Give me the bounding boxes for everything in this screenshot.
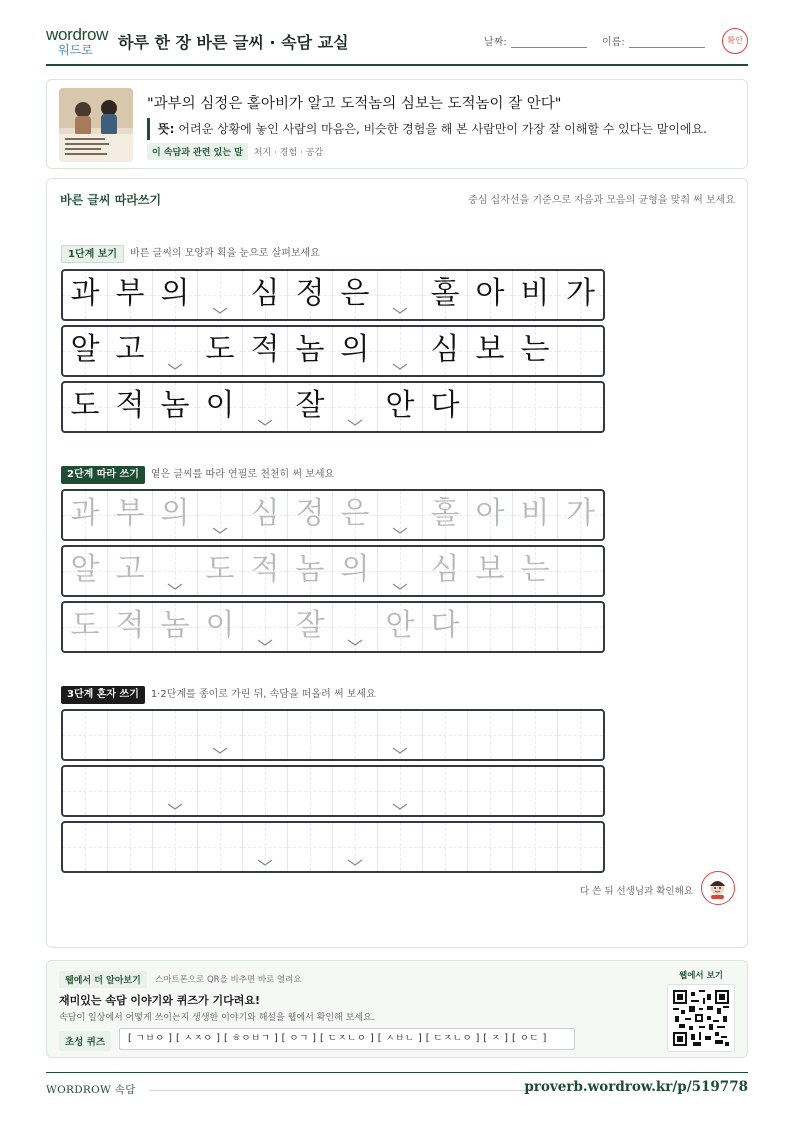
grid-cell[interactable] [423, 823, 468, 871]
grid-cell [243, 271, 288, 319]
grid-cell[interactable] [333, 767, 378, 815]
step3-desc: 1·2단계를 종이로 가린 뒤, 속담을 떠올려 써 보세요 [150, 689, 376, 700]
grid-cell[interactable] [108, 603, 153, 651]
grid-cell[interactable] [288, 711, 333, 759]
space-mark-icon [211, 527, 229, 535]
grid-cell [153, 327, 198, 375]
glyph [431, 772, 460, 807]
grid-cell [108, 271, 153, 319]
step3-writing-row[interactable] [61, 709, 605, 761]
grid-cell [63, 327, 108, 375]
glyph: 부 [115, 276, 145, 311]
glyph: 홀 [430, 276, 460, 311]
grid-cell [333, 271, 378, 319]
glyph: 적 [250, 552, 280, 587]
glyph: 도 [70, 608, 100, 643]
glyph: 정 [295, 496, 325, 531]
glyph: 고 [115, 332, 145, 367]
step3-header [61, 686, 376, 704]
name-label: 이름: [602, 37, 625, 48]
practice-hint: 중심 십자선을 기준으로 자음과 모음의 균형을 맞춰 써 보세요 [468, 195, 735, 206]
grid-cell[interactable] [333, 711, 378, 759]
step2-header [61, 466, 334, 484]
grid-cell[interactable] [513, 767, 558, 815]
proverb-meaning [147, 118, 707, 140]
grid-cell[interactable] [558, 711, 603, 759]
space-mark-icon [391, 803, 409, 811]
grid-cell [288, 271, 333, 319]
space-mark-icon [391, 747, 409, 755]
space-mark-icon [391, 307, 409, 315]
glyph [521, 716, 550, 751]
glyph [296, 716, 325, 751]
glyph: 이 [205, 388, 235, 423]
grid-cell[interactable] [468, 823, 513, 871]
space-mark-icon [256, 419, 274, 427]
space-mark-icon [166, 803, 184, 811]
glyph: 적 [250, 332, 280, 367]
space-mark-icon [346, 419, 364, 427]
glyph: 고 [115, 552, 145, 587]
grid-cell [423, 327, 468, 375]
grid-cell [468, 327, 513, 375]
glyph: 알 [70, 552, 100, 587]
glyph [116, 716, 145, 751]
qr-code-icon[interactable] [667, 984, 735, 1052]
glyph: 놈 [295, 332, 325, 367]
grid-cell [198, 271, 243, 319]
practice-title: 바른 글씨 따라쓰기 [60, 193, 162, 207]
grid-cell[interactable] [153, 603, 198, 651]
proverb-card [46, 79, 748, 169]
grid-cell [513, 327, 558, 375]
grid-cell[interactable] [63, 711, 108, 759]
grid-cell [423, 383, 468, 431]
grid-cell[interactable] [468, 547, 513, 595]
grid-cell[interactable] [288, 823, 333, 871]
glyph [431, 828, 460, 863]
space-mark-icon [346, 639, 364, 647]
date-field[interactable] [484, 33, 587, 48]
glyph: 보 [475, 552, 505, 587]
glyph: 의 [340, 552, 370, 587]
chosung-quiz: [ ㄱㅂㅇ ] [ ㅅㅈㅇ ] [ ㅎㅇㅂㄱ ] [ ㅇㄱ ] [ ㄷㅈㄴㅇ ] [ ㅅㅂㄴ ] [ ㄷㅈㄴㅇ ] [ ㅈ ] [ ㅇㄷ ] [119, 1028, 575, 1050]
grid-cell [378, 383, 423, 431]
glyph: 비 [520, 276, 550, 311]
grid-cell[interactable] [513, 603, 558, 651]
web-headline: 재미있는 속담 이야기와 퀴즈가 기다려요! [59, 994, 260, 1007]
grid-cell[interactable] [513, 547, 558, 595]
logo-text-en: wordrow [46, 25, 109, 44]
logo-text-ko: 워드로 [58, 43, 93, 57]
glyph: 놈 [160, 388, 190, 423]
glyph [296, 772, 325, 807]
page-header [46, 22, 748, 66]
glyph: 심 [250, 496, 280, 531]
related-label: 이 속담과 관련 있는 말 [147, 143, 248, 160]
space-mark-icon [256, 639, 274, 647]
grid-cell[interactable] [423, 547, 468, 595]
grid-cell [288, 327, 333, 375]
grid-cell[interactable] [333, 491, 378, 539]
glyph: 부 [115, 496, 145, 531]
glyph: 가 [566, 496, 595, 531]
grid-cell [63, 271, 108, 319]
grid-cell [558, 327, 603, 375]
grid-cell [243, 327, 288, 375]
grid-cell[interactable] [243, 547, 288, 595]
grid-cell [378, 271, 423, 319]
web-tag: 웹에서 더 알아보기 [59, 971, 147, 988]
grid-cell[interactable] [108, 491, 153, 539]
step1-writing-row [61, 381, 605, 433]
space-mark-icon [256, 859, 274, 867]
grid-cell[interactable] [153, 491, 198, 539]
grid-cell[interactable] [243, 603, 288, 651]
glyph: 도 [70, 388, 100, 423]
glyph: 잘 [295, 388, 325, 423]
grid-cell[interactable] [108, 823, 153, 871]
grid-cell[interactable] [558, 547, 603, 595]
step2-writing-row[interactable] [61, 601, 605, 653]
grid-cell[interactable] [378, 547, 423, 595]
grid-cell[interactable] [378, 767, 423, 815]
glyph: 안 [385, 388, 415, 423]
grid-cell[interactable] [423, 711, 468, 759]
step1-desc: 바른 글씨의 모양과 획을 눈으로 살펴보세요 [130, 248, 320, 259]
grid-cell[interactable] [288, 491, 333, 539]
step3-badge: 3단계 혼자 쓰기 [61, 686, 145, 704]
step1-writing-row [61, 269, 605, 321]
grid-cell[interactable] [198, 711, 243, 759]
web-subtext: 속담이 일상에서 어떻게 쓰이는지 생생한 이야기와 해설을 웹에서 확인해 보세요. [59, 1013, 375, 1023]
qr-title: 웹에서 보기 [678, 971, 723, 981]
related-keywords: 처지 · 경험 · 공감 [253, 148, 324, 158]
glyph [296, 828, 325, 863]
grid-cell[interactable] [423, 603, 468, 651]
space-mark-icon [391, 527, 409, 535]
glyph: 과 [70, 496, 100, 531]
grid-cell[interactable] [558, 767, 603, 815]
glyph: 아 [475, 276, 505, 311]
glyph [71, 716, 100, 751]
grid-cell [513, 383, 558, 431]
grid-cell[interactable] [288, 603, 333, 651]
grid-cell[interactable] [63, 823, 108, 871]
space-mark-icon [391, 583, 409, 591]
glyph [251, 772, 280, 807]
step2-badge: 2단계 따라 쓰기 [61, 466, 145, 484]
grid-cell[interactable] [63, 491, 108, 539]
space-mark-icon [346, 859, 364, 867]
web-promo-box [46, 960, 748, 1058]
glyph [566, 716, 595, 751]
finish-note: 다 쓴 뒤 선생님과 확인해요 [579, 886, 693, 897]
grid-cell [378, 327, 423, 375]
glyph: 의 [160, 496, 190, 531]
glyph [71, 772, 100, 807]
proverb-text: "과부의 심정은 홀아비가 알고 도적놈의 심보는 도적놈이 잘 안다" [147, 96, 562, 112]
grid-cell [198, 327, 243, 375]
glyph: 정 [295, 276, 325, 311]
glyph: 놈 [295, 552, 325, 587]
glyph: 알 [70, 332, 100, 367]
grid-cell[interactable] [243, 767, 288, 815]
name-line [629, 36, 705, 48]
grid-cell[interactable] [513, 491, 558, 539]
grid-cell[interactable] [153, 711, 198, 759]
grid-cell[interactable] [378, 603, 423, 651]
glyph [521, 772, 550, 807]
glyph: 적 [115, 608, 145, 643]
grid-cell [108, 383, 153, 431]
glyph: 의 [160, 276, 190, 311]
glyph [476, 772, 505, 807]
grid-cell [108, 327, 153, 375]
grid-cell [423, 271, 468, 319]
grid-cell[interactable] [423, 491, 468, 539]
quiz-label: 초성 퀴즈 [59, 1031, 111, 1051]
grid-cell[interactable] [513, 823, 558, 871]
glyph [431, 716, 460, 751]
footer-brand: WORDROW 속담 [46, 1084, 136, 1096]
grid-cell[interactable] [243, 711, 288, 759]
related-words [147, 143, 323, 160]
step1-badge: 1단계 보기 [61, 245, 124, 263]
step1-writing-row [61, 325, 605, 377]
glyph [116, 828, 145, 863]
space-mark-icon [211, 307, 229, 315]
proverb-illustration [59, 88, 133, 162]
glyph: 도 [205, 332, 235, 367]
page-title: 하루 한 장 바른 글씨 · 속담 교실 [118, 33, 349, 52]
grid-cell[interactable] [288, 547, 333, 595]
check-stamp-icon: 확인 [722, 28, 748, 54]
glyph: 과 [70, 276, 100, 311]
web-tag-desc: 스마트폰으로 QR을 비추면 바로 열려요 [155, 975, 302, 985]
glyph: 보 [475, 332, 505, 367]
grid-cell [153, 271, 198, 319]
grid-cell[interactable] [63, 767, 108, 815]
grid-cell[interactable] [468, 491, 513, 539]
name-field[interactable] [602, 33, 705, 48]
glyph: 아 [475, 496, 505, 531]
grid-cell[interactable] [198, 547, 243, 595]
space-mark-icon [391, 363, 409, 371]
grid-cell[interactable] [243, 491, 288, 539]
glyph [161, 828, 190, 863]
grid-cell[interactable] [63, 603, 108, 651]
grid-cell[interactable] [198, 767, 243, 815]
glyph [386, 828, 415, 863]
glyph: 잘 [295, 608, 325, 643]
footer-url[interactable]: proverb.wordrow.kr/p/519778 [524, 1079, 748, 1095]
step3-writing-row[interactable] [61, 821, 605, 873]
glyph [71, 828, 100, 863]
page-footer [46, 1072, 748, 1096]
grid-cell[interactable] [153, 823, 198, 871]
grid-cell[interactable] [198, 603, 243, 651]
glyph: 심 [430, 552, 460, 587]
date-line [511, 36, 587, 48]
glyph [206, 772, 235, 807]
grid-cell[interactable] [378, 823, 423, 871]
grid-cell [558, 383, 603, 431]
grid-cell[interactable] [378, 491, 423, 539]
grid-cell [513, 271, 558, 319]
glyph: 은 [340, 276, 370, 311]
glyph [161, 716, 190, 751]
glyph [206, 828, 235, 863]
grid-cell [558, 271, 603, 319]
grid-cell [333, 383, 378, 431]
grid-cell[interactable] [513, 711, 558, 759]
grid-cell [243, 383, 288, 431]
grid-cell[interactable] [243, 823, 288, 871]
glyph: 홀 [430, 496, 460, 531]
glyph: 가 [566, 276, 595, 311]
practice-section [46, 178, 748, 948]
step2-desc: 옅은 글씨를 따라 연필로 천천히 써 보세요 [150, 469, 335, 480]
footer-divider [150, 1090, 536, 1091]
grid-cell[interactable] [198, 491, 243, 539]
glyph: 놈 [160, 608, 190, 643]
teacher-stamp-icon [701, 871, 735, 905]
grid-cell[interactable] [558, 603, 603, 651]
wordrow-logo [46, 26, 108, 58]
grid-cell [198, 383, 243, 431]
grid-cell [63, 383, 108, 431]
grid-cell[interactable] [468, 767, 513, 815]
grid-cell[interactable] [153, 547, 198, 595]
grid-cell [153, 383, 198, 431]
glyph: 은 [340, 496, 370, 531]
glyph: 다 [430, 388, 460, 423]
meaning-text: 어려운 상황에 놓인 사람의 마음은, 비슷한 경험을 해 본 사람만이 가장 잘 이해할 수 있다는 말이에요. [178, 122, 707, 136]
grid-cell[interactable] [63, 547, 108, 595]
step1-header [61, 245, 320, 263]
space-mark-icon [166, 583, 184, 591]
meaning-label: 뜻: [158, 122, 175, 136]
glyph: 심 [250, 276, 280, 311]
glyph: 는 [520, 332, 550, 367]
grid-cell[interactable] [333, 547, 378, 595]
space-mark-icon [211, 747, 229, 755]
grid-cell [468, 271, 513, 319]
grid-cell [333, 327, 378, 375]
grid-cell[interactable] [108, 547, 153, 595]
date-label: 날짜: [484, 37, 507, 48]
space-mark-icon [166, 363, 184, 371]
glyph: 는 [520, 552, 550, 587]
glyph: 심 [430, 332, 460, 367]
grid-cell[interactable] [108, 711, 153, 759]
grid-cell[interactable] [468, 711, 513, 759]
glyph [341, 716, 370, 751]
glyph [116, 772, 145, 807]
glyph: 적 [115, 388, 145, 423]
grid-cell[interactable] [468, 603, 513, 651]
step2-writing-row[interactable] [61, 489, 605, 541]
glyph: 이 [205, 608, 235, 643]
grid-cell[interactable] [288, 767, 333, 815]
grid-cell[interactable] [558, 823, 603, 871]
glyph: 다 [430, 608, 460, 643]
grid-cell[interactable] [333, 603, 378, 651]
glyph [341, 772, 370, 807]
glyph: 의 [340, 332, 370, 367]
grid-cell[interactable] [558, 491, 603, 539]
grid-cell[interactable] [153, 767, 198, 815]
grid-cell[interactable] [198, 823, 243, 871]
glyph: 안 [385, 608, 415, 643]
grid-cell[interactable] [108, 767, 153, 815]
grid-cell[interactable] [378, 711, 423, 759]
grid-cell[interactable] [333, 823, 378, 871]
glyph: 비 [520, 496, 550, 531]
glyph: 도 [205, 552, 235, 587]
step2-writing-row[interactable] [61, 545, 605, 597]
glyph [251, 716, 280, 751]
grid-cell[interactable] [423, 767, 468, 815]
grid-cell [468, 383, 513, 431]
grid-cell [288, 383, 333, 431]
glyph [476, 716, 505, 751]
step3-writing-row[interactable] [61, 765, 605, 817]
